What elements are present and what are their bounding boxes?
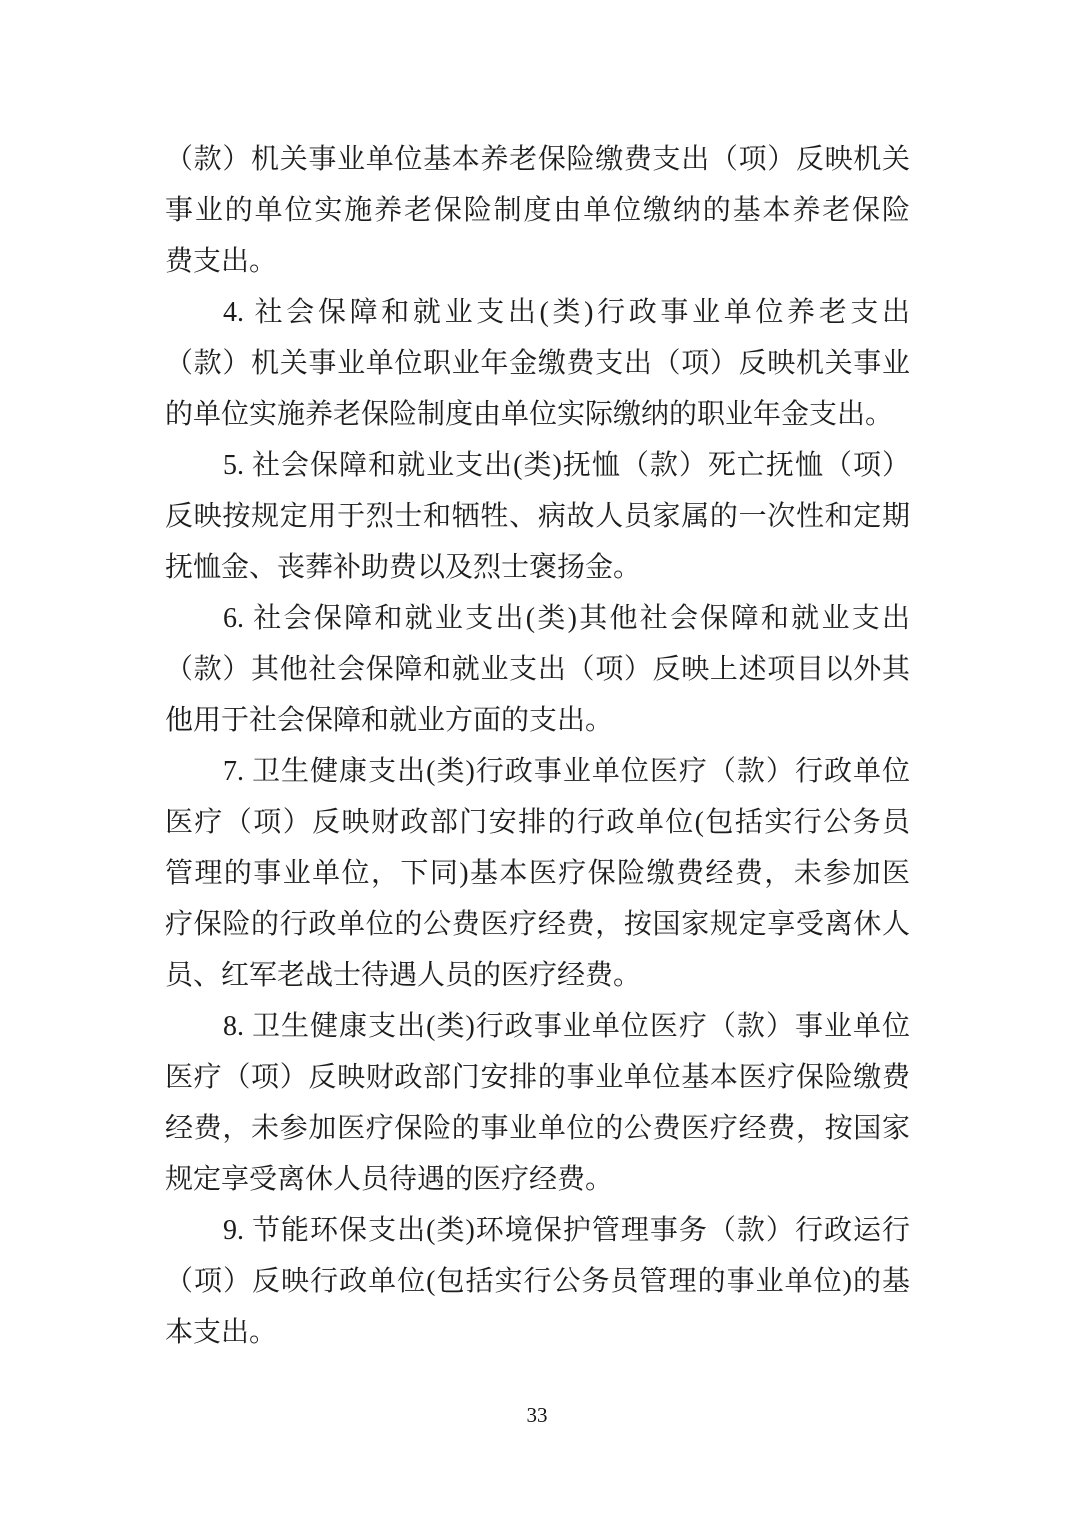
paragraph (165, 287, 910, 440)
text-line: （款）其他社会保障和就业支出（项）反映上述项目以外其 (165, 654, 910, 685)
text-line: 7. 卫生健康支出(类)行政事业单位医疗（款）行政单位 (223, 756, 910, 787)
paragraph (165, 440, 910, 593)
text-line: 规定享受离休人员待遇的医疗经费。 (165, 1164, 614, 1195)
text-line: 8. 卫生健康支出(类)行政事业单位医疗（款）事业单位 (223, 1011, 910, 1042)
paragraph (165, 134, 910, 287)
paragraph (165, 1001, 910, 1205)
text-line: （款）机关事业单位职业年金缴费支出（项）反映机关事业 (165, 348, 910, 379)
text-line: 医疗（项）反映财政部门安排的行政单位(包括实行公务员 (165, 807, 910, 838)
paragraph (165, 746, 910, 1001)
text-line: 本支出。 (165, 1317, 278, 1348)
text-line: 疗保险的行政单位的公费医疗经费，按国家规定享受离休人 (165, 909, 910, 940)
text-line: 6. 社会保障和就业支出(类)其他社会保障和就业支出 (223, 603, 910, 634)
text-line: 抚恤金、丧葬补助费以及烈士褒扬金。 (165, 552, 642, 583)
text-line: 事业的单位实施养老保险制度由单位缴纳的基本养老保险 (165, 195, 910, 226)
text-line: 管理的事业单位，下同)基本医疗保险缴费经费，未参加医 (165, 858, 910, 889)
paragraph (165, 593, 910, 746)
page-footer (0, 1400, 1074, 1430)
text-line: 9. 节能环保支出(类)环境保护管理事务（款）行政运行 (223, 1215, 910, 1246)
text-line: 员、红军老战士待遇人员的医疗经费。 (165, 960, 642, 991)
text-line: 他用于社会保障和就业方面的支出。 (165, 705, 614, 736)
text-line: 经费，未参加医疗保险的事业单位的公费医疗经费，按国家 (165, 1113, 910, 1144)
text-line: 医疗（项）反映财政部门安排的事业单位基本医疗保险缴费 (165, 1062, 910, 1093)
text-line: 的单位实施养老保险制度由单位实际缴纳的职业年金支出。 (165, 399, 894, 430)
text-line: （款）机关事业单位基本养老保险缴费支出（项）反映机关 (165, 144, 910, 175)
text-line: 5. 社会保障和就业支出(类)抚恤（款）死亡抚恤（项） (223, 450, 910, 481)
document-body (165, 134, 910, 1358)
paragraph (165, 1205, 910, 1358)
page-number: 33 (526, 1403, 548, 1427)
text-line: 4. 社会保障和就业支出(类)行政事业单位养老支出 (223, 297, 910, 328)
text-line: （项）反映行政单位(包括实行公务员管理的事业单位)的基 (165, 1266, 910, 1297)
text-line: 费支出。 (165, 246, 278, 277)
text-line: 反映按规定用于烈士和牺牲、病故人员家属的一次性和定期 (165, 501, 910, 532)
